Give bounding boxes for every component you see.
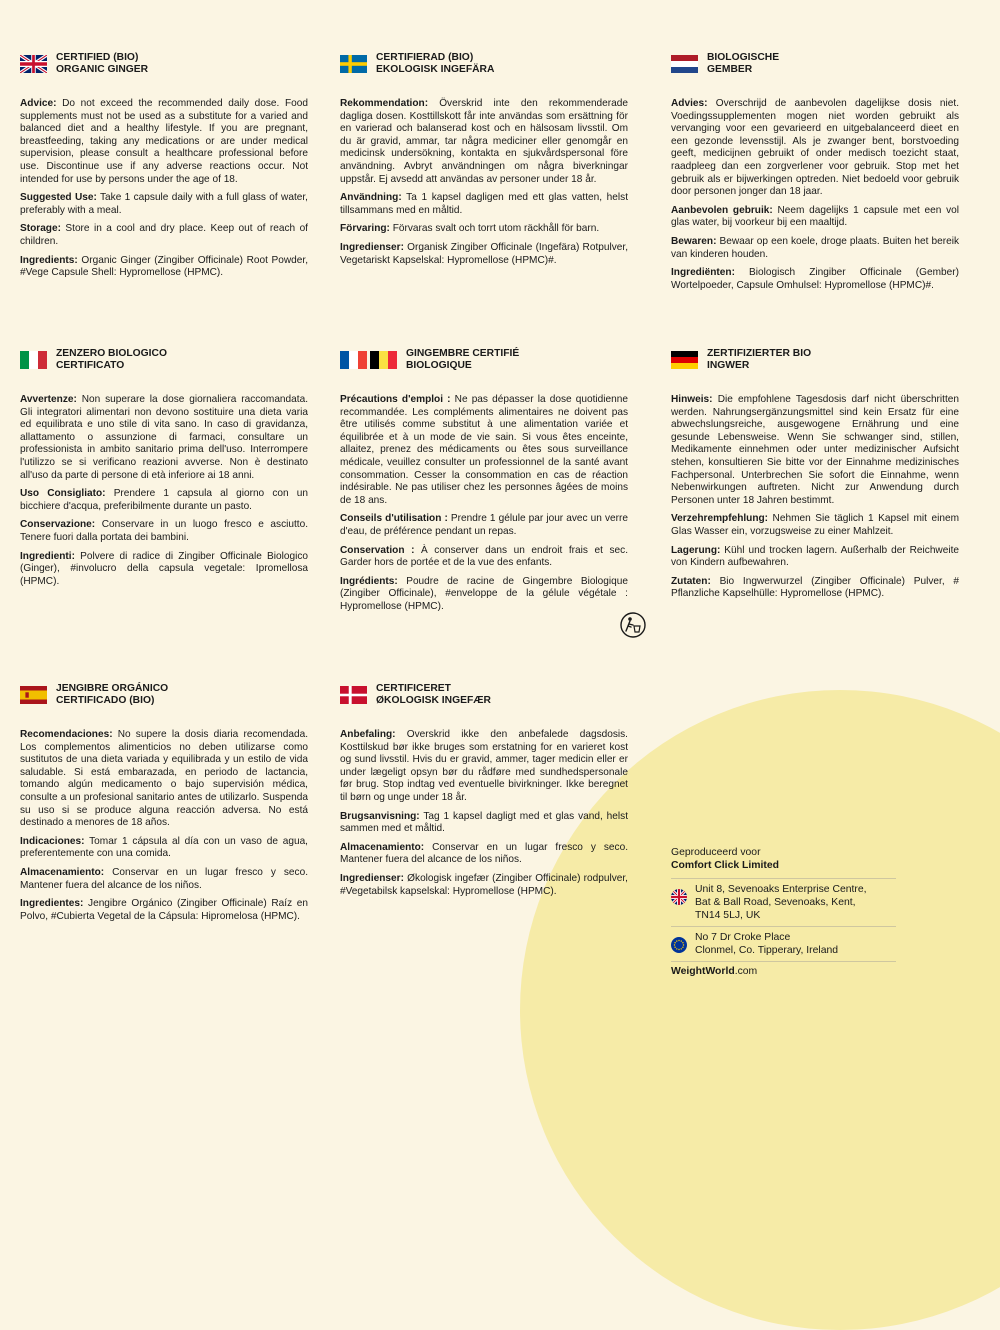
website: WeightWorld.com — [671, 961, 896, 979]
storage-section: Almacenamiento: Conservar en un lugar fresco y seco. Mantener fuera del alcance de los niños. — [340, 841, 628, 866]
germany-flag-icon — [671, 351, 698, 369]
panel-french — [340, 348, 628, 620]
uk-address-line: Unit 8, Sevenoaks Enterprise Centre, — [695, 884, 867, 895]
denmark-flag-icon — [340, 686, 367, 704]
france-flag-icon — [340, 351, 367, 369]
panel-german — [671, 348, 959, 607]
ingredients-section: Ingredienser: Økologisk ingefær (Zingiber Officinale) rodpulver, #Vegetabilsk kapselskal: Hypromellose (HPMC). — [340, 872, 628, 897]
storage-section: Lagerung: Kühl und trocken lagern. Außerhalb der Reichweite von Kindern aufbewahren. — [671, 544, 959, 569]
ingredients-section: Ingredienser: Organisk Zingiber Officinale (Ingefära) Rotpulver, Vegetariskt Kapselskal: Hypromellose (HPMC)#. — [340, 241, 628, 266]
ingredients-section: Ingredients: Organic Ginger (Zingiber Officinale) Root Powder, #Vege Capsule Shell: Hypromellose (HPMC). — [20, 254, 308, 279]
uk-flag-icon — [671, 889, 687, 905]
ingredients-section: Ingredienti: Polvere di radice di Zingiber Officinale Biologico (Ginger), #involucro della capsula vegetale: Ipromellosa (HPMC). — [20, 550, 308, 587]
advice-section: Anbefaling: Overskrid ikke den anbefalede dagsdosis. Kosttilskud bør ikke bruges som erstatning for en varieret kost og sund livsstil. Hvis du er gravid, ammer, tager medicin eller er under lægeligt opsyn bør du rådføre med sundhedspersonale før brug. Stop indtag ved eventuelle bivirkninger. Ikke beregnet til børn og unge under 18 år. — [340, 729, 628, 803]
advice-section: Avvertenze: Non superare la dose giornaliera raccomandata. Gli integratori alimentari non devono sostituire una dieta varia ed equilibrata e uno stile di vita sano. In caso di gravidanza, allattamento o assunzione di farmaci, consultare un professionista in ambito sanitario prima dell'uso. Interrompere l'utilizzo se si verificano reazioni avverse. Non è destinato all'uso da parte di persone di età inferiore ai 18 anni. — [20, 394, 308, 481]
panel-header — [671, 348, 959, 372]
panel-title: BIOLOGISCHE GEMBER — [707, 52, 780, 75]
panel-title: JENGIBRE ORGÁNICO CERTIFICADO (BIO) — [56, 683, 169, 706]
panel-header — [340, 52, 628, 76]
manufacturer-info — [671, 846, 896, 979]
ingredients-section: Ingrediënten: Biologisch Zingiber Officinale (Gember) Wortelpoeder, Capsule Omhulsel: Hypromellose (HPMC)#. — [671, 267, 959, 291]
storage-section: Storage: Store in a cool and dry place. Keep out of reach of children. — [20, 223, 308, 247]
panel-title: GINGEMBRE CERTIFIÉ BIOLOGIQUE — [406, 348, 520, 371]
advice-section: Recomendaciones: No supere la dosis diaria recomendada. Los complementos alimenticios no deben utilizarse como sustitutos de una dieta variada y equilibrada y un estilo de vida saludable. Si está embarazada, en periodo de lactancia, tomando algún medicamento o bajo supervisión médica, consulte a un profesional sanitario antes de utilizarlo. Suspenda su uso si se produce alguna reacción adversa. No está destinado a menores de 18 años. — [20, 729, 308, 829]
storage-section: Conservation : À conserver dans un endroit frais et sec. Garder hors de portée et de la vue des enfants. — [340, 544, 628, 569]
uk-flag-icon — [20, 55, 47, 73]
panel-header — [20, 52, 308, 76]
storage-section: Bewaren: Bewaar op een koele, droge plaats. Buiten het bereik van kinderen houden. — [671, 235, 959, 260]
panel-header — [340, 348, 628, 372]
suggested-use-section: Aanbevolen gebruik: Neem dagelijks 1 capsule met een vol glas water, bij voorkeur bij een maaltijd. — [671, 204, 959, 229]
tidyman-recycle-icon — [620, 612, 646, 638]
advice-section: Précautions d'emploi : Ne pas dépasser la dose quotidienne recommandée. Les compléments alimentaires ne doivent pas être utilisés comme substitut à une alimentation variée et équilibrée et à un mode de vie sain. Si vous êtes enceinte, allaitez, prenez des médicaments ou êtes sous surveillance médicale, veuillez consulter un professionnel de la santé avant consommation. Cesser la consommation en cas de réaction indésirable. Ne pas utiliser chez les personnes âgées de moins de 18 ans. — [340, 394, 628, 506]
panel-header — [671, 52, 959, 76]
storage-section: Förvaring: Förvaras svalt och torrt utom räckhåll för barn. — [340, 223, 600, 235]
uk-address — [671, 878, 896, 926]
suggested-use-section: Brugsanvisning: Tag 1 kapsel dagligt med et glas vand, helst sammen med et måltid. — [340, 810, 628, 835]
suggested-use-section: Conseils d'utilisation : Prendre 1 gélule par jour avec un verre d'eau, de préférence pendant un repas. — [340, 513, 628, 537]
suggested-use-section: Suggested Use: Take 1 capsule daily with a full glass of water, preferably with a meal. — [20, 192, 308, 216]
panel-title: ZERTIFIZIERTER BIO INGWER — [707, 348, 812, 371]
ingredients-section: Ingredientes: Jengibre Orgánico (Zingiber Officinale) Raíz en Polvo, #Cubierta Vegetal de la Cápsula: Hipromelosa (HPMC). — [20, 898, 308, 922]
panel-title: CERTIFICERET ØKOLOGISK INGEFÆR — [376, 683, 491, 706]
panel-dutch — [671, 52, 959, 298]
panel-english — [20, 52, 308, 286]
panel-spanish — [20, 683, 308, 929]
ingredients-section: Zutaten: Bio Ingwerwurzel (Zingiber Officinale) Pulver, # Pflanzliche Kapselhülle: Hypromellose (HPMC). — [671, 575, 959, 600]
uk-address-line: TN14 5LJ, UK — [695, 910, 761, 921]
advice-section: Hinweis: Die empfohlene Tagesdosis darf nicht überschritten werden. Nahrungsergänzungsmittel sind kein Ersatz für eine abwechslungsreiche, ausgewogene Ernährung und eine gesunde Lebensweise. Wenn Sie schwanger sind, stillen, Medikamente einnehmen oder unter medizinischer Aufsicht stehen, konsultieren Sie bitte vor der Einnahme medizinisches Fachpersonal. Unterbrechen Sie sofort die Einnahme, wenn Nebenwirkungen auftreten. Nicht zur Anwendung durch Personen unter 18 Jahren bestimmt. — [671, 394, 959, 506]
panel-header — [340, 683, 628, 707]
spain-flag-icon — [20, 686, 47, 704]
panel-header — [20, 683, 308, 707]
netherlands-flag-icon — [671, 55, 698, 73]
storage-section: Conservazione: Conservare in un luogo fresco e asciutto. Tenere fuori dalla portata dei bambini. — [20, 519, 308, 543]
panel-danish — [340, 683, 628, 904]
panel-title: CERTIFIED (BIO) ORGANIC GINGER — [56, 52, 149, 75]
panel-header — [20, 348, 308, 372]
italy-flag-icon — [20, 351, 47, 369]
suggested-use-section: Indicaciones: Tomar 1 cápsula al día con un vaso de agua, preferentemente con una comida. — [20, 835, 308, 860]
eu-address-line: No 7 Dr Croke Place — [695, 932, 791, 943]
advice-section: Rekommendation: Överskrid inte den rekommenderade dagliga dosen. Kosttillskott får inte användas som ersättning för en varierad och balanserad kost och en hälsosam livsstil. Om du är gravid, ammar, tar några mediciner eller genomgår en medicinsk undersökning, kontakta en sjukvårdspersonal före användning. Avbryt användningen om några biverkningar uppstår. Ej avsedd att användas av personer under 18 år. — [340, 98, 628, 185]
suggested-use-section: Uso Consigliato: Prendere 1 capsula al giorno con un bicchiere d'acqua, preferibilmente durante un pasto. — [20, 488, 308, 512]
advice-section: Advies: Overschrijd de aanbevolen dagelijkse dosis niet. Voedingssupplementen mogen niet worden gebruikt als vervanging voor een gevarieerd en uitgebalanceerd dieet en een gezonde levensstijl. Als je zwanger bent, borstvoeding geeft, medicijnen gebruikt of onder medisch toezicht staat, raadpleeg dan een zorgverlener voor gebruik. Stop met het gebruik als er bijwerkingen optreden. Niet bedoeld voor gebruik door personen jonger dan 18 jaar. — [671, 98, 959, 198]
suggested-use-section: Användning: Ta 1 kapsel dagligen med ett glas vatten, helst tillsammans med en måltid. — [340, 192, 628, 216]
eu-address-line: Clonmel, Co. Tipperary, Ireland — [695, 945, 839, 956]
advice-section: Advice: Do not exceed the recommended daily dose. Food supplements must not be used as a substitute for a varied and balanced diet and a healthy lifestyle. If you are pregnant, breastfeeding, taking any medications or are under medical supervision, please consult a healthcare professional before use. Discontinue use if any adverse reactions occur. Not intended for use by persons under the age of 18. — [20, 98, 308, 185]
ingredients-section: Ingrédients: Poudre de racine de Gingembre Biologique (Zingiber Officinale), #enveloppe de la gélule végétale : Hypromellose (HPMC). — [340, 575, 628, 612]
eu-address — [671, 926, 896, 961]
eu-flag-icon — [671, 937, 687, 953]
manufacturer-company: Comfort Click Limited — [671, 860, 779, 871]
storage-section: Almacenamiento: Conservar en un lugar fresco y seco. Mantener fuera del alcance de los niños. — [20, 866, 308, 891]
sweden-flag-icon — [340, 55, 367, 73]
manufacturer-lead: Geproduceerd voor — [671, 847, 761, 858]
panel-italian — [20, 348, 308, 594]
uk-address-line: Bat & Ball Road, Sevenoaks, Kent, — [695, 897, 856, 908]
belgium-flag-icon — [370, 351, 397, 369]
suggested-use-section: Verzehrempfehlung: Nehmen Sie täglich 1 Kapsel mit einem Glas Wasser ein, vorzugsweise zu einer Mahlzeit. — [671, 513, 959, 537]
panel-swedish — [340, 52, 628, 273]
panel-title: CERTIFIERAD (BIO) EKOLOGISK INGEFÄRA — [376, 52, 495, 75]
panel-title: ZENZERO BIOLOGICO CERTIFICATO — [56, 348, 167, 371]
